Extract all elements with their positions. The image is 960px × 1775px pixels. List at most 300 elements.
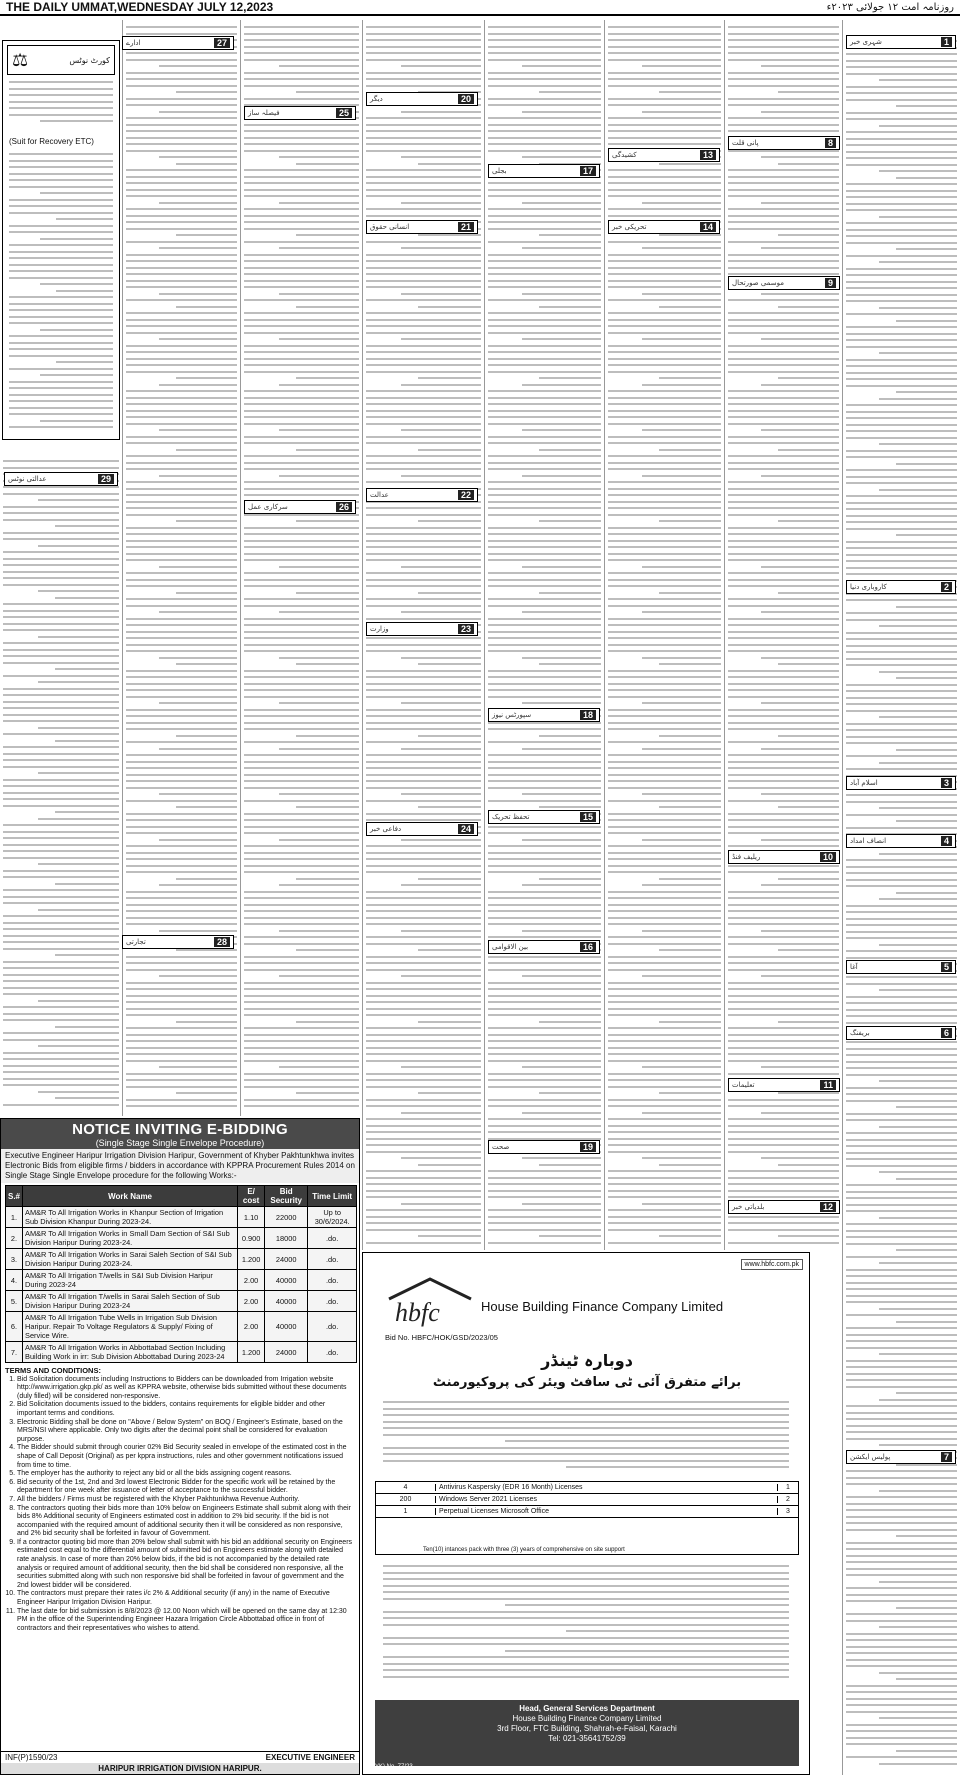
text-lines: [846, 40, 957, 1775]
table-cell: AM&R To All Irrigation Works in Abbottabad Section Including Building Work in irr: Sub Division Abbottabad During 2023-24: [23, 1342, 238, 1363]
text-line: [608, 1125, 721, 1127]
text-line: [126, 982, 237, 984]
text-line: [608, 1138, 721, 1140]
text-line: [366, 1040, 481, 1042]
column-7: [122, 20, 240, 1116]
column-heading-box: [728, 1200, 840, 1214]
text-line: [244, 553, 359, 555]
text-line: [728, 1229, 839, 1231]
text-line: [488, 481, 601, 483]
text-line: [126, 468, 237, 470]
text-line: [846, 599, 957, 601]
text-line: [846, 1236, 957, 1238]
text-line: [126, 618, 237, 620]
column-heading-label: تحریکی خبر: [612, 223, 647, 231]
text-line: [126, 208, 237, 210]
text-line: [126, 637, 237, 639]
text-line: [522, 702, 601, 704]
text-line: [279, 839, 360, 841]
text-line: [383, 1421, 789, 1423]
text-line: [728, 631, 839, 633]
text-line: [728, 260, 839, 262]
text-line: [366, 169, 481, 171]
text-line: [846, 144, 957, 146]
text-line: [846, 118, 957, 120]
text-line: [488, 52, 601, 54]
column-heading-box: [488, 810, 600, 824]
column-heading-box: [488, 708, 600, 722]
text-line: [846, 1301, 957, 1303]
text-line: [488, 1190, 601, 1192]
text-line: [608, 390, 721, 392]
text-line: [9, 173, 113, 175]
table-cell: AM&R To All Irrigation Works in Small Dam Section of S&I Sub Division Haripur During 2023-24.: [23, 1228, 238, 1249]
text-line: [728, 52, 839, 54]
text-line: [778, 234, 839, 236]
text-line: [896, 820, 957, 822]
text-line: [879, 79, 957, 81]
text-line: [3, 532, 119, 534]
column-heading-number: 10: [820, 852, 836, 862]
text-line: [244, 728, 359, 730]
text-line: [846, 411, 957, 413]
text-line: [846, 1405, 957, 1407]
text-line: [846, 1431, 957, 1433]
text-line: [728, 546, 839, 548]
text-line: [3, 831, 119, 833]
text-line: [778, 735, 839, 737]
text-line: [366, 1086, 481, 1088]
text-line: [244, 215, 359, 217]
column-2: [724, 20, 842, 1250]
text-line: [126, 754, 237, 756]
text-line: [126, 670, 237, 672]
text-line: [728, 390, 839, 392]
text-line: [896, 1535, 957, 1537]
text-line: [366, 46, 481, 48]
text-line: [608, 572, 721, 574]
text-line: [728, 1105, 839, 1107]
text-line: [522, 839, 601, 841]
text-line: [522, 156, 601, 158]
hbfc-logo-text: hbfc: [395, 1298, 440, 1327]
hbfc-contact: [375, 1700, 799, 1766]
text-line: [244, 423, 359, 425]
text-line: [608, 117, 721, 119]
text-line: [159, 748, 237, 750]
text-line: [488, 650, 601, 652]
text-line: [778, 1092, 839, 1094]
text-line: [126, 345, 237, 347]
text-line: [3, 577, 119, 579]
text-line: [488, 124, 601, 126]
text-line: [3, 467, 119, 469]
text-line: [55, 883, 119, 885]
text-line: [9, 413, 113, 415]
text-line: [244, 676, 359, 678]
text-line: [846, 164, 957, 166]
text-line: [488, 1177, 601, 1179]
text-line: [608, 618, 721, 620]
text-line: [126, 1047, 237, 1049]
text-line: [488, 1060, 601, 1062]
text-line: [366, 540, 481, 542]
text-line: [244, 143, 359, 145]
text-line: [846, 294, 957, 296]
text-line: [3, 1058, 119, 1060]
text-line: [244, 260, 359, 262]
text-line: [642, 702, 721, 704]
text-line: [366, 728, 481, 730]
table-cell: AM&R To All Irrigation Works in Khanpur Section of Irrigation Sub Division Khanpur During 2023-24.: [23, 1207, 238, 1228]
text-line: [3, 974, 119, 976]
text-line: [608, 676, 721, 678]
text-lines: [9, 153, 113, 433]
text-line: [159, 111, 237, 113]
text-line: [846, 222, 957, 224]
text-line: [159, 384, 237, 386]
text-line: [608, 241, 721, 243]
text-line: [846, 1542, 957, 1544]
contact-tel: Tel: 021-35641752/39: [548, 1734, 626, 1743]
text-line: [126, 962, 237, 964]
text-line: [9, 303, 113, 305]
text-line: [418, 663, 481, 665]
text-line: [126, 676, 237, 678]
text-line: [279, 702, 360, 704]
text-line: [608, 39, 721, 41]
text-line: [488, 403, 601, 405]
text-line: [3, 662, 119, 664]
column-heading-number: 8: [825, 138, 836, 148]
text-line: [846, 768, 957, 770]
text-line: [846, 456, 957, 458]
text-line: [366, 1008, 481, 1010]
text-line: [728, 891, 839, 893]
text-line: [608, 1040, 721, 1042]
text-line: [38, 772, 119, 774]
text-line: [608, 72, 721, 74]
text-line: [761, 657, 839, 659]
text-lines: [244, 26, 359, 1116]
text-line: [126, 189, 237, 191]
text-line: [778, 449, 839, 451]
text-line: [244, 527, 359, 529]
text-line: [418, 1235, 481, 1237]
text-line: [846, 1685, 957, 1687]
text-line: [176, 377, 237, 379]
text-line: [40, 238, 113, 240]
text-line: [728, 1216, 839, 1218]
text-line: [366, 358, 481, 360]
text-line: [244, 325, 359, 327]
text-line: [488, 241, 601, 243]
text-line: [244, 936, 359, 938]
text-line: [159, 475, 237, 477]
text-line: [279, 65, 360, 67]
text-line: [244, 481, 359, 483]
text-line: [244, 774, 359, 776]
text-line: [728, 572, 839, 574]
text-line: [488, 1229, 601, 1231]
text-line: [366, 572, 481, 574]
text-line: [366, 33, 481, 35]
table-row: [6, 1249, 357, 1270]
text-line: [244, 1034, 359, 1036]
text-line: [244, 923, 359, 925]
text-line: [846, 1730, 957, 1732]
header-title-ur: روزنامہ امت ۱۲ جولائی ۲۰۲۳ء: [826, 1, 954, 13]
text-line: [659, 377, 721, 379]
text-line: [728, 351, 839, 353]
text-line: [879, 443, 957, 445]
text-line: [879, 1490, 957, 1492]
contact-company: House Building Finance Company Limited: [512, 1714, 662, 1723]
text-line: [126, 871, 237, 873]
text-line: [3, 1032, 119, 1034]
text-line: [539, 520, 601, 522]
text-line: [846, 372, 957, 374]
text-line: [159, 930, 237, 932]
text-line: [3, 720, 119, 722]
text-line: [608, 52, 721, 54]
text-line: [728, 33, 839, 35]
text-line: [846, 138, 957, 140]
text-line: [488, 683, 601, 685]
text-line: [366, 345, 481, 347]
text-line: [3, 948, 119, 950]
text-line: [126, 332, 237, 334]
text-line: [728, 923, 839, 925]
text-line: [728, 514, 839, 516]
text-lines: [488, 26, 601, 1250]
text-line: [126, 501, 237, 503]
text-line: [3, 837, 119, 839]
text-line: [126, 104, 237, 106]
text-line: [244, 39, 359, 41]
column-heading-number: 26: [336, 502, 352, 512]
text-line: [846, 827, 957, 829]
text-line: [846, 1594, 957, 1596]
text-line: [366, 137, 481, 139]
text-lines: [3, 460, 119, 1116]
text-line: [418, 1021, 481, 1023]
text-line: [659, 306, 721, 308]
column-heading-number: 3: [941, 778, 952, 788]
text-line: [401, 1066, 482, 1068]
text-line: [3, 824, 119, 826]
text-line: [488, 527, 601, 529]
text-line: [488, 787, 601, 789]
text-line: [366, 637, 481, 639]
text-line: [728, 1060, 839, 1062]
text-line: [9, 426, 113, 428]
text-line: [728, 241, 839, 243]
text-line: [608, 130, 721, 132]
text-line: [728, 1131, 839, 1133]
text-line: [539, 735, 601, 737]
text-line: [608, 956, 721, 958]
text-line: [244, 579, 359, 581]
column-heading-number: 21: [458, 222, 474, 232]
text-line: [488, 969, 601, 971]
text-line: [366, 527, 481, 529]
text-line: [846, 996, 957, 998]
text-line: [846, 157, 957, 159]
column-heading-number: 13: [700, 150, 716, 160]
table-header-cell: Time Limit: [308, 1186, 357, 1207]
text-line: [488, 767, 601, 769]
text-line: [846, 1347, 957, 1349]
text-line: [244, 988, 359, 990]
text-line: [728, 312, 839, 314]
text-line: [728, 676, 839, 678]
text-line: [728, 540, 839, 542]
table-cell: .do.: [308, 1228, 357, 1249]
text-line: [366, 130, 481, 132]
text-line: [846, 1555, 957, 1557]
notice-title: NOTICE INVITING E-BIDDING: [72, 1121, 288, 1138]
text-line: [401, 839, 482, 841]
text-line: [608, 722, 721, 724]
item-sn: 1: [786, 1484, 790, 1491]
text-line: [3, 564, 119, 566]
text-line: [846, 333, 957, 335]
text-line: [366, 390, 481, 392]
term-item: 4. The Bidder should submit through courier 02% Bid Security sealed in envelope of the estimated cost in the shape of Call Deposit (Original) as per kppra instructions, rules and other government notifications issued from time to time.: [17, 1444, 355, 1470]
text-line: [40, 120, 113, 122]
inf-number: INF(P)1590/23: [5, 1753, 58, 1762]
text-line: [488, 1125, 601, 1127]
text-line: [608, 813, 721, 815]
text-line: [846, 1145, 957, 1147]
text-line: [642, 884, 721, 886]
text-line: [126, 195, 237, 197]
text-line: [126, 865, 237, 867]
text-line: [244, 767, 359, 769]
text-line: [846, 437, 957, 439]
text-line: [126, 410, 237, 412]
text-line: [642, 65, 721, 67]
text-line: [608, 78, 721, 80]
text-line: [488, 26, 601, 28]
text-line: [522, 111, 601, 113]
text-line: [608, 416, 721, 418]
text-line: [244, 897, 359, 899]
text-line: [728, 1170, 839, 1172]
text-line: [126, 260, 237, 262]
text-line: [728, 221, 839, 223]
text-line: [879, 762, 957, 764]
text-line: [366, 871, 481, 873]
text-line: [539, 234, 601, 236]
text-line: [296, 663, 359, 665]
text-line: [244, 150, 359, 152]
text-line: [279, 930, 360, 932]
text-line: [366, 332, 481, 334]
text-line: [3, 987, 119, 989]
column-heading-label: تعلیمات: [732, 1081, 755, 1089]
text-line: [383, 1447, 789, 1449]
text-line: [846, 859, 957, 861]
text-line: [366, 1125, 481, 1127]
column-heading-box: [728, 276, 840, 290]
text-line: [728, 527, 839, 529]
text-line: [728, 46, 839, 48]
text-line: [279, 566, 360, 568]
text-line: [244, 494, 359, 496]
column-heading-box: [488, 164, 600, 178]
text-line: [244, 436, 359, 438]
header-title-en: THE DAILY UMMAT,WEDNESDAY JULY 12,2023: [6, 0, 274, 14]
item-sn: 2: [786, 1496, 790, 1503]
text-line: [846, 1522, 957, 1524]
text-line: [896, 892, 957, 894]
text-line: [608, 1014, 721, 1016]
text-line: [366, 150, 481, 152]
text-line: [846, 632, 957, 634]
text-line: [126, 897, 237, 899]
text-line: [126, 1079, 237, 1081]
text-line: [846, 794, 957, 796]
text-line: [366, 722, 481, 724]
text-line: [608, 488, 721, 490]
text-line: [488, 988, 601, 990]
column-heading-number: 19: [580, 1142, 596, 1152]
text-line: [728, 1190, 839, 1192]
text-line: [366, 1079, 481, 1081]
text-line: [728, 637, 839, 639]
text-line: [383, 1460, 789, 1462]
text-line: [296, 1092, 359, 1094]
text-line: [846, 918, 957, 920]
text-line: [846, 1100, 957, 1102]
text-line: [846, 1210, 957, 1212]
text-line: [488, 962, 601, 964]
text-line: [488, 852, 601, 854]
text-line: [126, 624, 237, 626]
hbfc-subtitle-ur: برائے متفرق آئی ٹی سافٹ ویئر کی پروکیورمنٹ: [432, 1375, 742, 1390]
text-line: [728, 358, 839, 360]
text-line: [401, 111, 482, 113]
text-line: [126, 553, 237, 555]
text-line: [126, 507, 237, 509]
text-line: [539, 306, 601, 308]
text-line: [608, 1144, 721, 1146]
text-line: [9, 264, 113, 266]
text-line: [608, 1196, 721, 1198]
text-line: [401, 657, 482, 659]
text-line: [846, 723, 957, 725]
text-line: [728, 605, 839, 607]
text-line: [608, 267, 721, 269]
text-line: [126, 533, 237, 535]
text-line: [383, 1611, 789, 1613]
text-line: [244, 280, 359, 282]
text-line: [296, 806, 359, 808]
text-line: [879, 1672, 957, 1674]
text-line: [608, 741, 721, 743]
text-line: [846, 911, 957, 913]
text-line: [126, 124, 237, 126]
text-line: [761, 884, 839, 886]
text-line: [488, 455, 601, 457]
column-heading-box: [244, 500, 356, 514]
text-line: [761, 384, 839, 386]
text-line: [383, 1624, 789, 1626]
text-line: [126, 267, 237, 269]
text-line: [539, 592, 601, 594]
